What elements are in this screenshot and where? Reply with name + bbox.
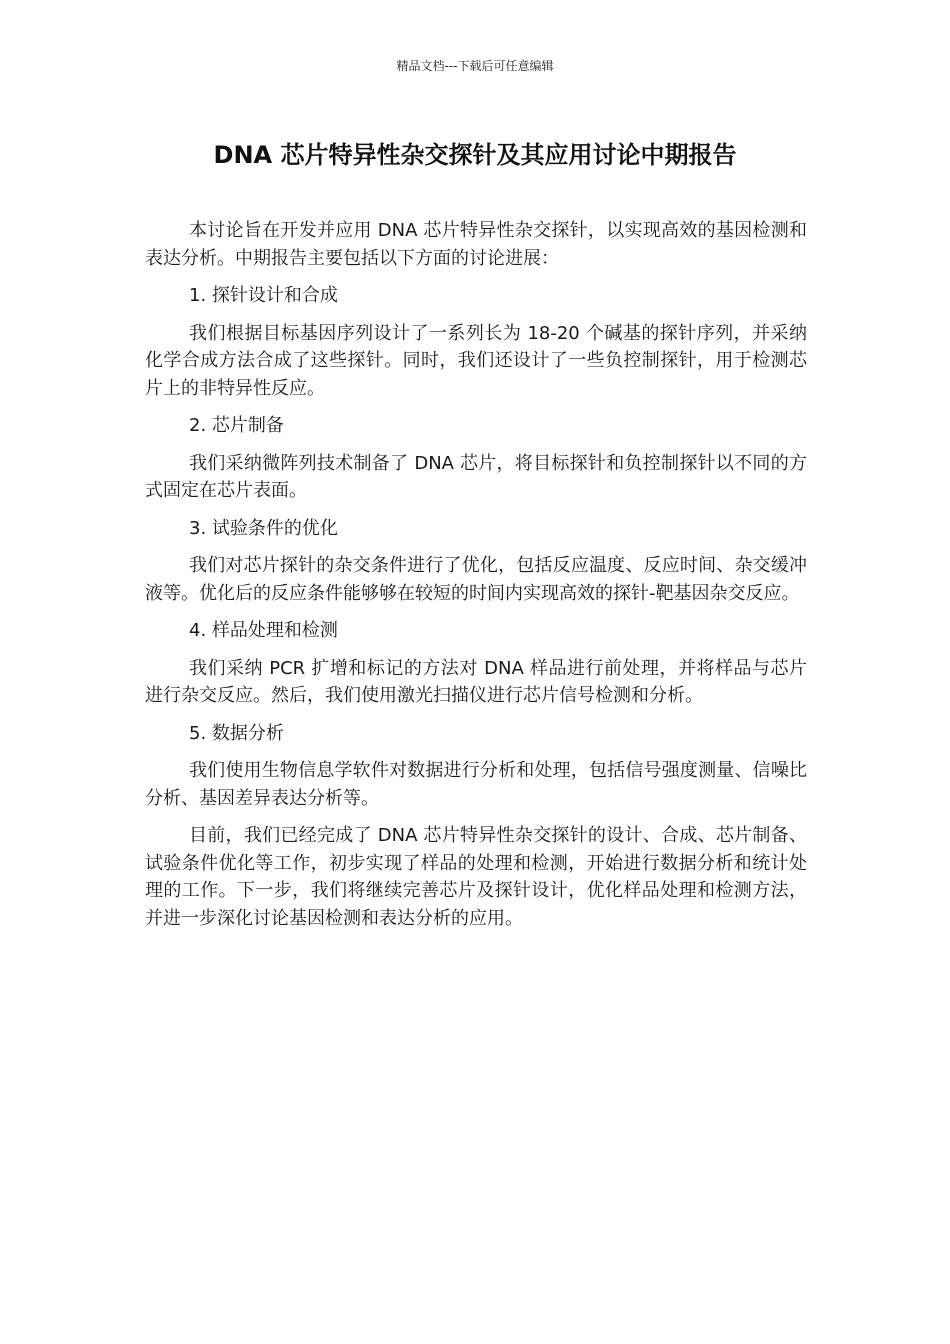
section-text-chip-prep: 我们采纳微阵列技术制备了 DNA 芯片，将目标探针和负控制探针以不同的方式固定在芯片表面。 bbox=[145, 452, 807, 501]
page-header: 精品文档---下载后可任意编辑 bbox=[396, 59, 554, 73]
document-title: DNA 芯片特异性杂交探针及其应用讨论中期报告 bbox=[213, 141, 737, 169]
section-heading-optimization: 3. 试验条件的优化 bbox=[189, 517, 338, 539]
section-text-optimization: 我们对芯片探针的杂交条件进行了优化，包括反应温度、反应时间、杂交缓冲液等。优化后的反应条件能够够在较短的时间内实现高效的探针-靶基因杂交反应。 bbox=[145, 555, 807, 604]
document-body bbox=[145, 217, 807, 942]
conclusion-paragraph: 目前，我们已经完成了 DNA 芯片特异性杂交探针的设计、合成、芯片制备、试验条件优化等工作，初步实现了样品的处理和检测，开始进行数据分析和统计处理的工作。下一步，我们将继续完善芯片及探针设计，优化样品处理和检测方法，并进一步深化讨论基因检测和表达分析的应用。 bbox=[145, 825, 807, 929]
section-heading-chip-prep: 2. 芯片制备 bbox=[189, 415, 284, 436]
section-heading-probe-design: 1. 探针设计和合成 bbox=[189, 285, 338, 306]
intro-paragraph: 本讨论旨在开发并应用 DNA 芯片特异性杂交探针，以实现高效的基因检测和表达分析。中期报告主要包括以下方面的讨论进展： bbox=[145, 220, 807, 269]
section-text-sample-processing: 我们采纳 PCR 扩增和标记的方法对 DNA 样品进行前处理，并将样品与芯片进行杂交反应。然后，我们使用激光扫描仪进行芯片信号检测和分析。 bbox=[145, 657, 807, 706]
section-text-data-analysis: 我们使用生物信息学软件对数据进行分析和处理，包括信号强度测量、信噪比分析、基因差异表达分析等。 bbox=[145, 760, 807, 809]
section-heading-sample-processing: 4. 样品处理和检测 bbox=[189, 620, 338, 641]
section-text-probe-design: 我们根据目标基因序列设计了一系列长为 18-20 个碱基的探针序列，并采纳化学合成方法合成了这些探针。同时，我们还设计了一些负控制探针，用于检测芯片上的非特异性反应。 bbox=[145, 322, 807, 399]
section-heading-data-analysis: 5. 数据分析 bbox=[189, 722, 284, 744]
